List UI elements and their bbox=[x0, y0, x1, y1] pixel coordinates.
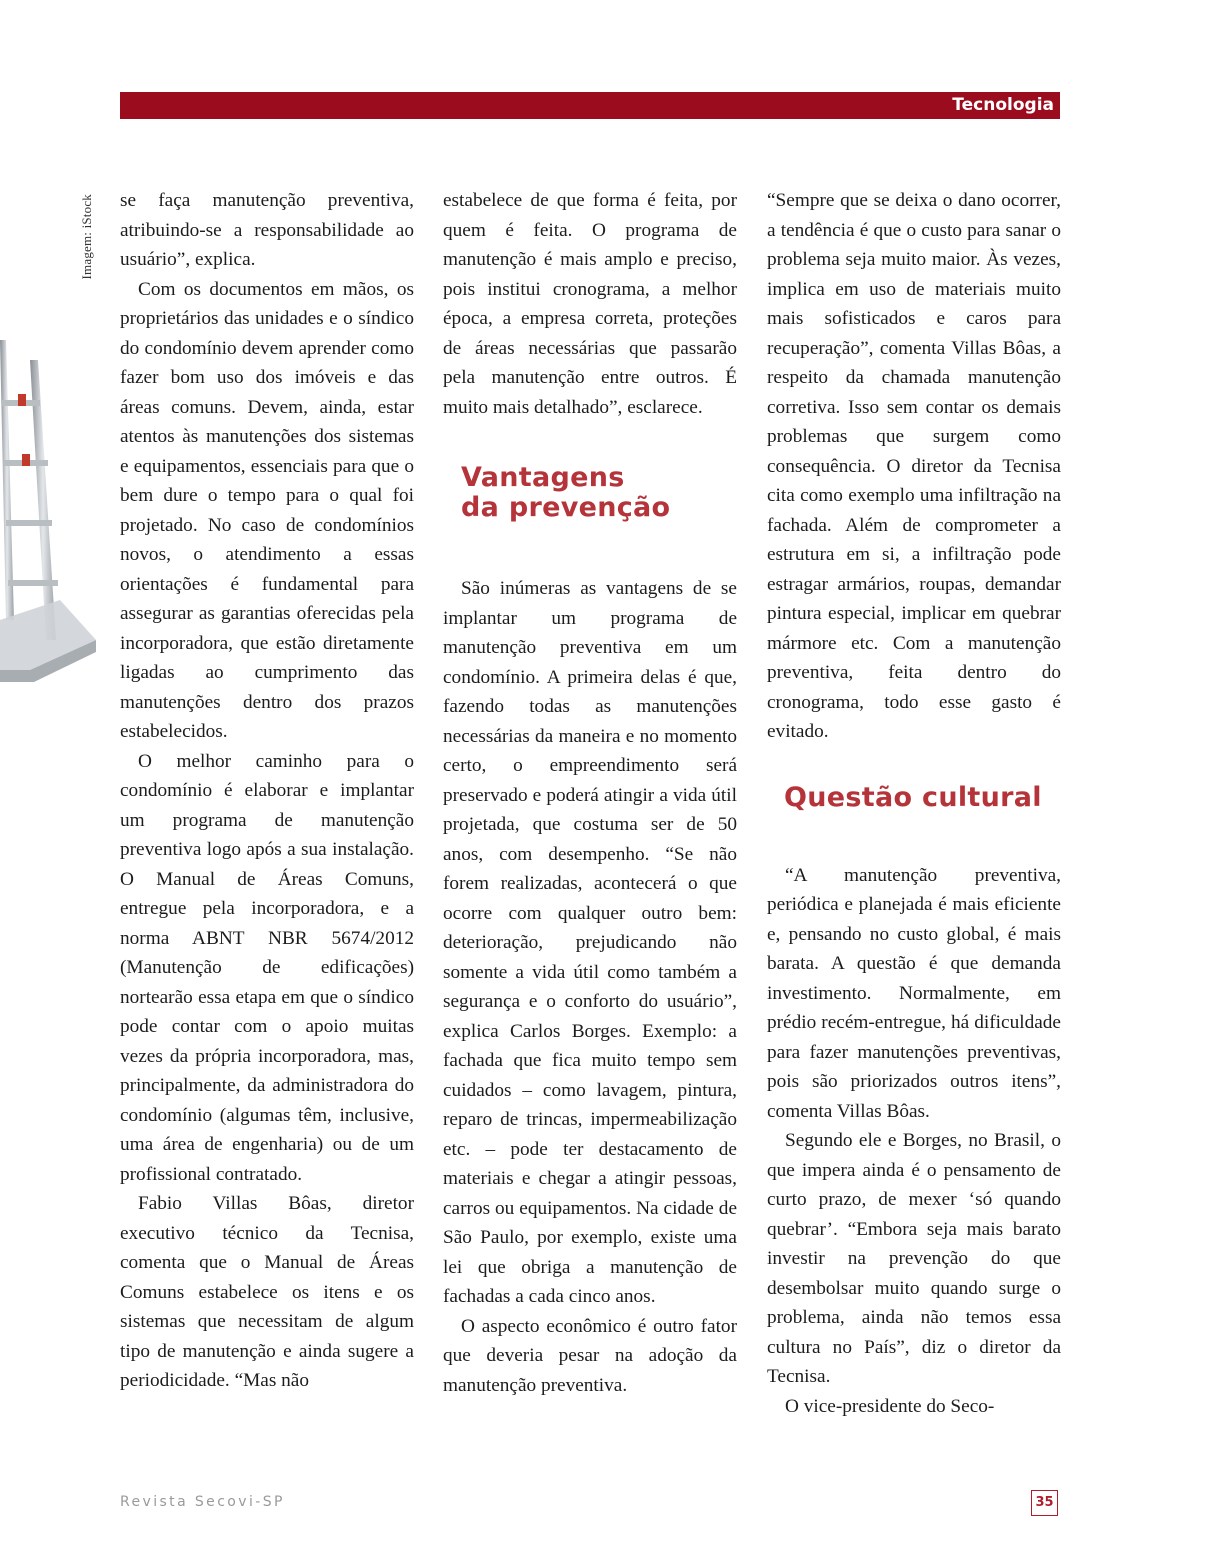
photo-credit: Imagem: iStock bbox=[79, 194, 94, 280]
page-number: 35 bbox=[1031, 1490, 1058, 1516]
paragraph: O melhor caminho para o condomínio é elaborar e implantar um programa de manutenção preventiva logo após a sua instalação. O Manual de Áreas Comuns, entregue pela incorporadora, e a norma ABNT NBR 5674/2012 (Manutenção de edificações) nortearão essa etapa em que o síndico pode contar com o apoio muitas vezes da própria incorporadora, mas, principalmente, da administradora do condomínio (algumas têm, inclusive, uma área de engenharia) ou de um profissional contratado. bbox=[120, 750, 414, 1185]
heading-line: da prevenção bbox=[461, 492, 671, 523]
publication-name: Revista Secovi-SP bbox=[120, 1494, 285, 1510]
heading-line: Vantagens bbox=[461, 462, 625, 493]
ladder-image bbox=[0, 340, 100, 780]
paragraph: estabelece de que forma é feita, por quem é feita. O programa de manutenção é mais amplo e preciso, pois institui cronograma, a melhor época, a empresa correta, proteções de áreas necessárias que passarão pela manutenção entre outros. É muito mais detalhado”, esclarece. bbox=[443, 190, 737, 418]
article-column-3 bbox=[767, 186, 1061, 1421]
paragraph: O aspecto econômico é outro fator que deveria pesar na adoção da manutenção preventiva. bbox=[443, 1315, 737, 1396]
paragraph: O vice-presidente do Seco- bbox=[785, 1395, 995, 1417]
section-header-bar bbox=[120, 92, 1060, 119]
paragraph: São inúmeras as vantagens de se implantar um programa de manutenção preventiva em um condomínio. A primeira delas é que, fazendo todas as manutenções necessárias da maneira e no momento certo, o empreendimento será preservado e poderá atingir a vida útil projetada, que costuma ser de 50 anos, com desempenho. “Se não forem realizadas, acontecerá o que ocorre com qualquer outro bem: deterioração, prejudicando não somente a vida útil como também a segurança e o conforto do usuário”, explica Carlos Borges. Exemplo: a fachada que fica muito tempo sem cuidados – como lavagem, pintura, reparo de trincas, impermeabilização etc. – pode ter destacamento de materiais e chegar a atingir pessoas, carros ou equipamentos. Na cidade de São Paulo, por exemplo, existe uma lei que obriga a manutenção de fachadas a cada cinco anos. bbox=[443, 578, 737, 1307]
section-label: Tecnologia bbox=[952, 95, 1054, 115]
article-column-1 bbox=[120, 186, 414, 1396]
paragraph: Com os documentos em mãos, os proprietários das unidades e o síndico do condomínio devem aprender como fazer bom uso dos imóveis e das áreas comuns. Devem, ainda, estar atentos às manutenções dos sistemas e equipamentos, essenciais para que o bem dure o tempo para o qual foi projetado. No caso de condomínios novos, o atendimento a essas orientações é fundamental para assegurar as garantias oferecidas pela incorporadora, que estão diretamente ligadas ao cumprimento das manutenções dentro dos prazos estabelecidos. bbox=[120, 278, 414, 742]
paragraph: “Sempre que se deixa o dano ocorrer, a tendência é que o custo para sanar o problema seja muito maior. Às vezes, implica em uso de materiais muito mais sofisticados e caros para recuperação”, comenta Villas Bôas, a respeito da chamada manutenção corretiva. Isso sem contar os demais problemas que surgem como consequência. O diretor da Tecnisa cita como exemplo uma infiltração na fachada. Além de comprometer a estrutura em si, a infiltração pode estragar armários, roupas, demandar pintura especial, implicar em quebrar mármore etc. Com a manutenção preventiva, feita dentro do cronograma, todo esse gasto é evitado. bbox=[767, 190, 1061, 742]
paragraph: “A manutenção preventiva, periódica e planejada é mais eficiente e, pensando no custo global, é mais barata. A questão é que demanda investimento. Normalmente, em prédio recém-entregue, há dificuldade para fazer manutenções preventivas, pois são priorizados outros itens”, comenta Villas Bôas. bbox=[767, 864, 1061, 1122]
section-heading-vantagens bbox=[461, 463, 737, 523]
article-column-2 bbox=[443, 186, 737, 1400]
paragraph: se faça manutenção preventiva, atribuindo-se a responsabilidade ao usuário”, explica. bbox=[120, 190, 414, 270]
paragraph: Segundo ele e Borges, no Brasil, o que impera ainda é o pensamento de curto prazo, de mexer ‘só quando quebrar’. “Embora seja mais barato investir na prevenção do que desembolsar muito quando surge o problema, ainda não temos essa cultura no País”, diz o diretor da Tecnisa. bbox=[767, 1130, 1061, 1387]
paragraph: Fabio Villas Bôas, diretor executivo técnico da Tecnisa, comenta que o Manual de Áreas Comuns estabelece os itens e os sistemas que necessitam de algum tipo de manutenção e ainda sugere a periodicidade. “Mas não bbox=[120, 1193, 414, 1391]
section-heading-questao-cultural: Questão cultural bbox=[784, 781, 1042, 813]
